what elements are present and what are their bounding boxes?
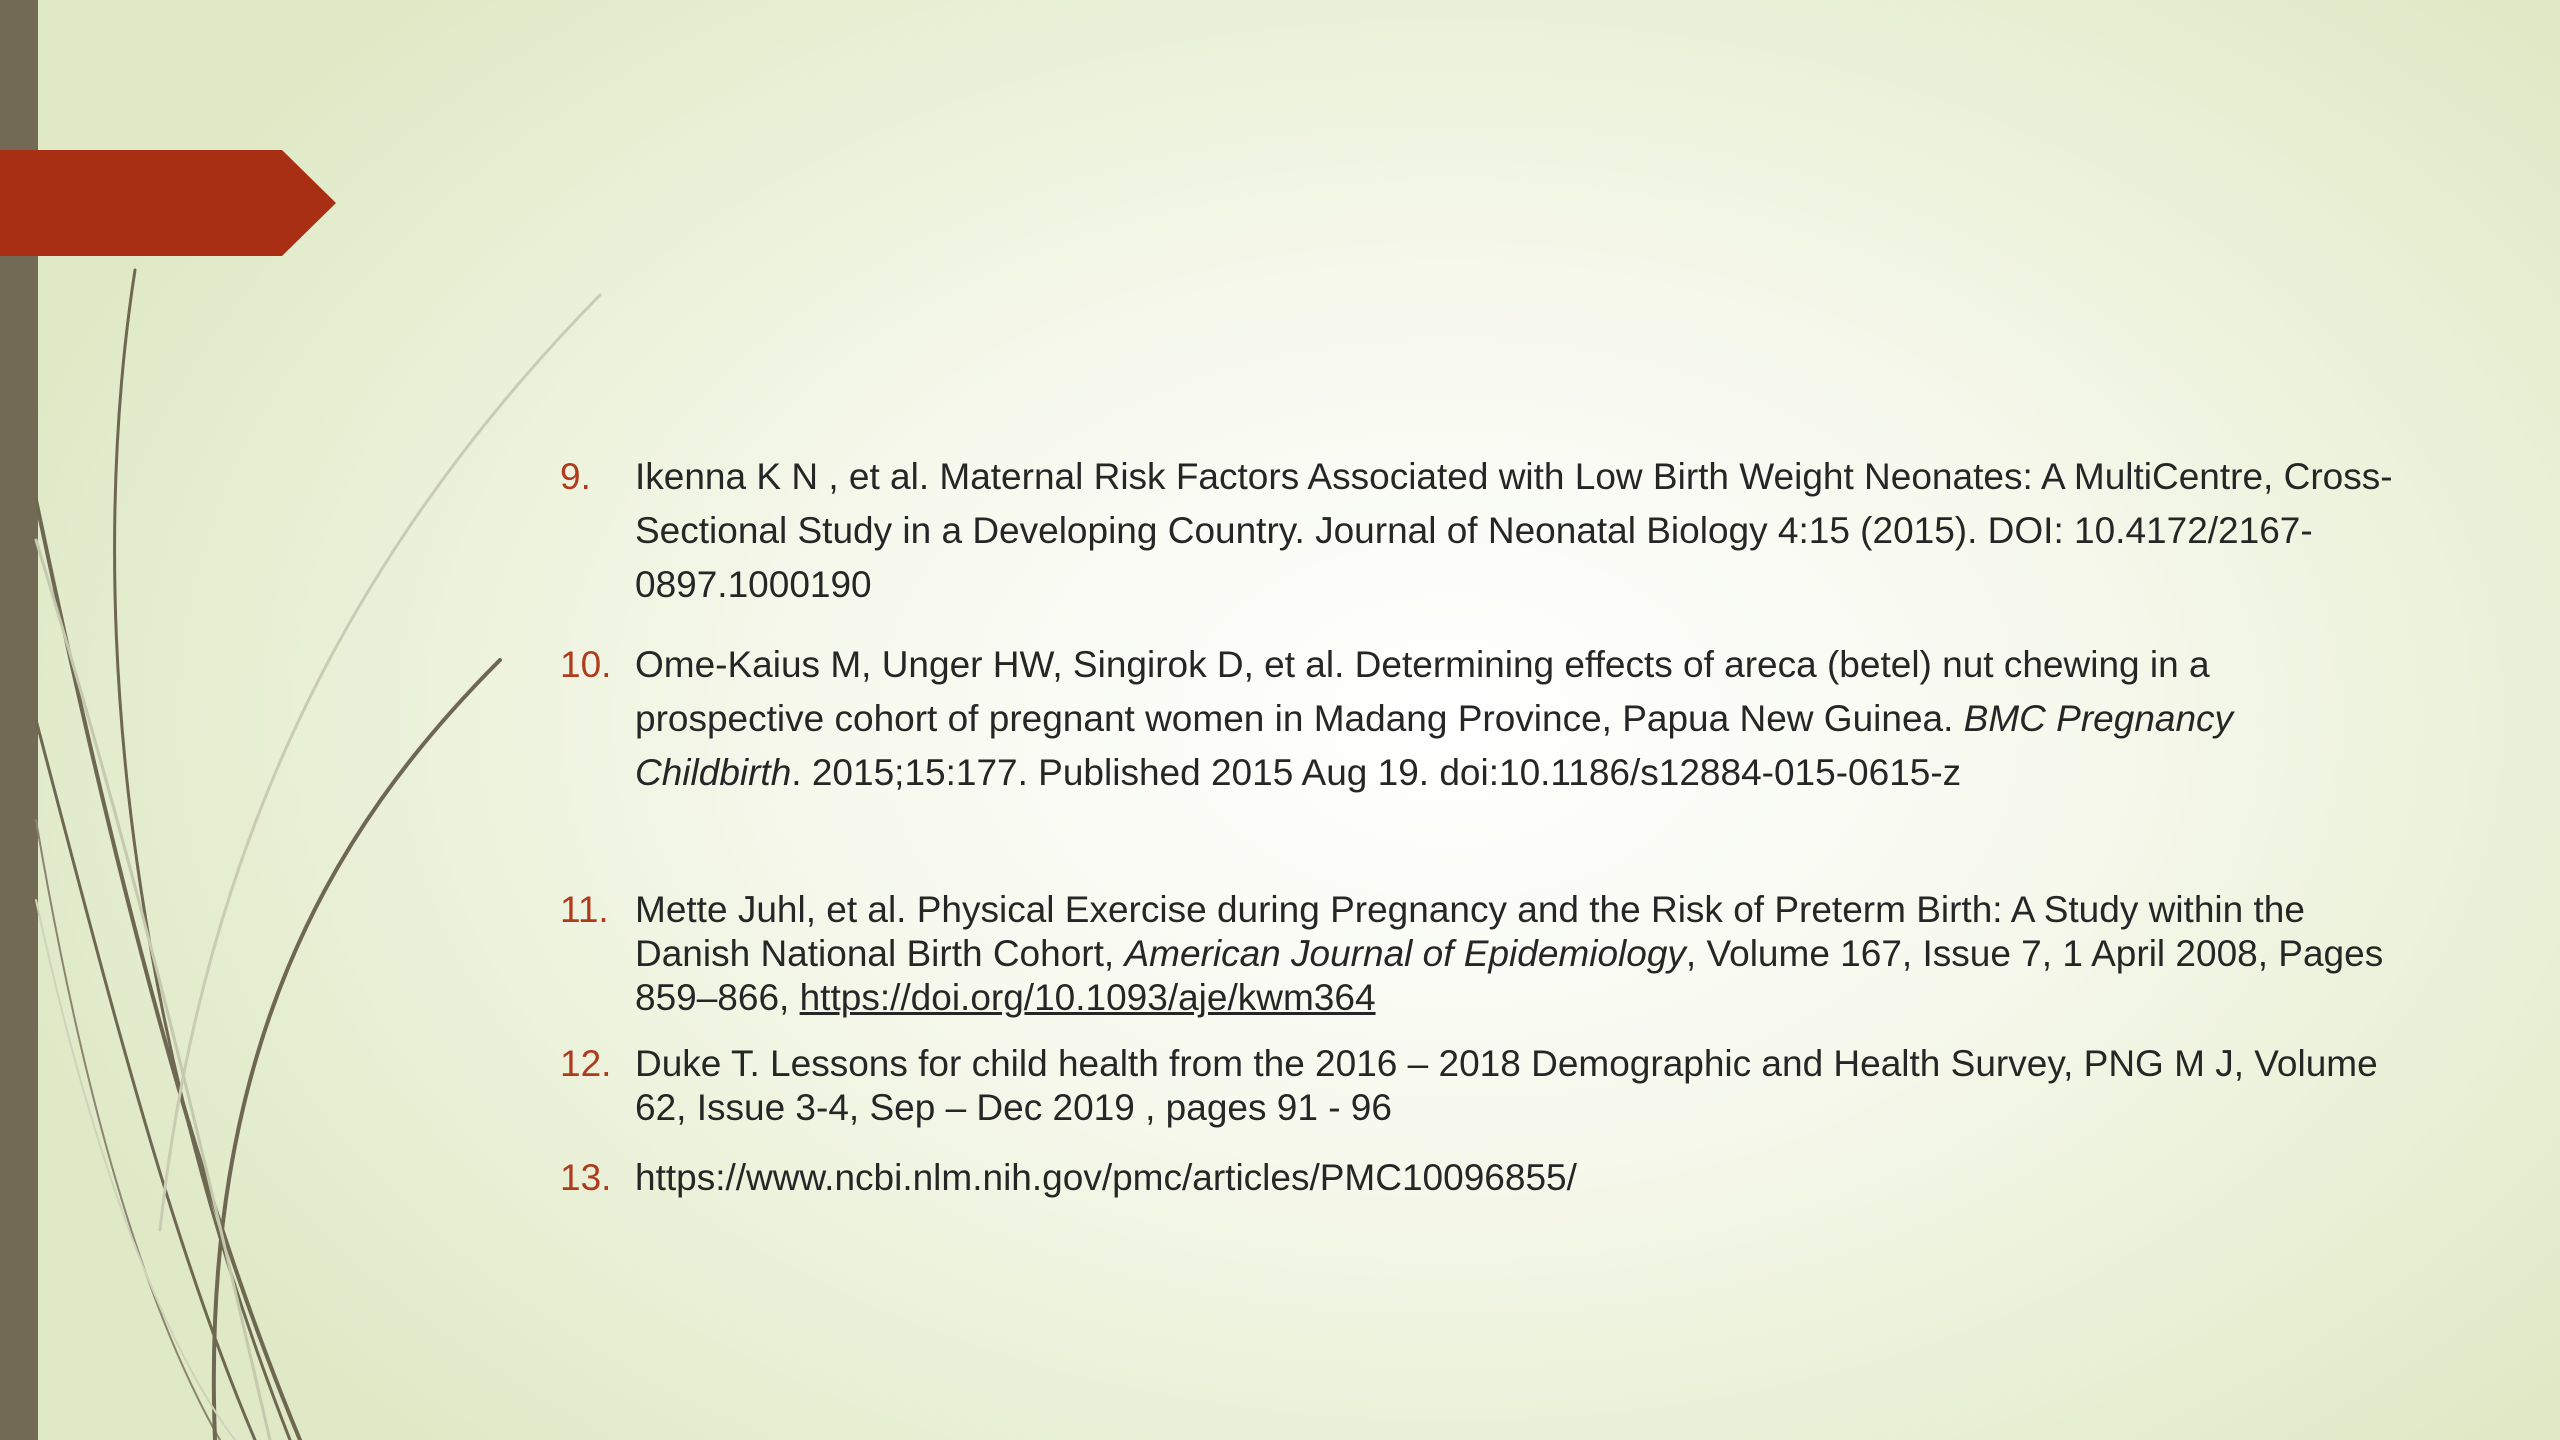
reference-number: 11.: [560, 889, 609, 930]
journal-title: American Journal of Epidemiology: [1124, 933, 1686, 974]
red-arrow-tab: [0, 150, 336, 256]
doi-link[interactable]: https://doi.org/10.1093/aje/kwm364: [799, 977, 1376, 1018]
reference-number: 9.: [560, 456, 591, 497]
reference-url: https://www.ncbi.nlm.nih.gov/pmc/articles/PMC10096855/: [635, 1157, 1577, 1198]
reference-item-9: [560, 450, 2400, 612]
reference-text: Duke T. Lessons for child health from the 2016 – 2018 Demographic and Health Survey, PNG M J, Volume 62, Issue 3-4, Sep – Dec 2019 , pages 91 - 96: [635, 1043, 2378, 1128]
reference-text: Ikenna K N , et al. Maternal Risk Factors Associated with Low Birth Weight Neonates: A MultiCentre, Cross-Sectional Study in a Developing Country. Journal of Neonatal Biology 4:15 (2015). DOI: 10.4172/2167-0897.1000190: [635, 456, 2393, 605]
reference-item-10: [560, 638, 2400, 800]
reference-number: 12.: [560, 1043, 612, 1084]
journal-title: BMC Pregnancy Childbirth: [635, 698, 2234, 793]
reference-text-part: , Volume 167, Issue 7, 1 April 2008, Pages 859–866,: [635, 933, 2384, 1018]
reference-text: [635, 638, 2400, 800]
reference-item-13: [560, 1156, 2400, 1200]
reference-text-part: Ome-Kaius M, Unger HW, Singirok D, et al. Determining effects of areca (betel) nut chewing in a prospective cohort of pregnant women in Madang Province, Papua New Guinea.: [635, 644, 2210, 739]
reference-item-12: [560, 1042, 2400, 1130]
reference-text-part: Mette Juhl, et al. Physical Exercise during Pregnancy and the Risk of Preterm Birth: A Study within the Danish National Birth Cohort,: [635, 889, 2305, 974]
reference-item-11: [560, 888, 2400, 1020]
reference-number: 10.: [560, 644, 612, 685]
reference-text-part: . 2015;15:177. Published 2015 Aug 19. doi:10.1186/s12884-015-0615-z: [791, 752, 1962, 793]
reference-text: [635, 888, 2400, 1020]
reference-list: [560, 450, 2400, 1200]
reference-number: 13.: [560, 1157, 612, 1198]
